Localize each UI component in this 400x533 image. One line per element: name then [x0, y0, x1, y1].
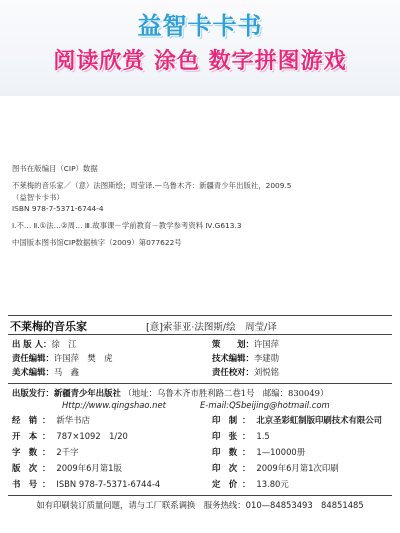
- copies-row: 印 数 ： 1—10000册: [212, 447, 306, 457]
- label: 出版发行：: [12, 388, 54, 398]
- sheets-row: 印 张 ： 1.5: [212, 431, 270, 441]
- label: 美术编辑：: [12, 367, 54, 377]
- cip-line: ISBN 978-7-5371-6744-4: [12, 203, 104, 213]
- value: 李建勋: [253, 353, 279, 363]
- book-credit: [意]索菲亚·法图斯/绘 周莹/译: [146, 322, 277, 333]
- divider: [8, 315, 392, 316]
- label: 经 销: [12, 415, 38, 425]
- publisher-name: 新疆青少年出版社: [53, 388, 121, 398]
- cip-block: [12, 163, 392, 249]
- value: 北京圣彩虹制版印刷技术有限公司: [256, 415, 382, 425]
- series-title: 益智卡卡书: [137, 12, 263, 40]
- website-link[interactable]: Http://www.qingshao.net: [62, 400, 166, 410]
- value: 许国萍 樊 虎: [53, 353, 113, 363]
- planner-row: [212, 338, 279, 350]
- printer-row: 印 制 ： 北京圣彩虹制版印刷技术有限公司: [212, 415, 382, 425]
- edition-row: 版 次 ： 2009年6月第1版: [12, 463, 122, 473]
- printing-row: 印 次 ： 2009年6月第1次印刷: [212, 463, 339, 473]
- value: 1—10000册: [256, 447, 306, 457]
- label: 开 本: [12, 431, 38, 441]
- label: 策 划：: [212, 339, 254, 349]
- value: 徐 江: [51, 339, 77, 349]
- value: 787×1092 1/20: [56, 431, 128, 441]
- divider: [8, 495, 392, 496]
- label: 出 版 人：: [12, 339, 52, 349]
- label: 版 次: [12, 463, 38, 473]
- email-link[interactable]: E-mail:QSbeijing@hotmail.com: [200, 400, 330, 410]
- value: 2009年6月第1版: [56, 463, 122, 473]
- value: 马 鑫: [53, 367, 79, 377]
- words-row: 字 数 ： 2千字: [12, 447, 79, 457]
- value: 刘悦铭: [253, 367, 279, 377]
- cip-line: 中国版本图书馆CIP数据核字（2009）第077622号: [12, 238, 182, 248]
- value: ISBN 978-7-5371-6744-4: [56, 479, 161, 489]
- value: 许国萍: [253, 339, 279, 349]
- value: 13.80元: [256, 479, 289, 489]
- label: 定 价: [212, 479, 238, 489]
- divider: [8, 383, 392, 384]
- footer-note: 如有印刷装订质量问题，请与工厂联系调换 服务热线：010—84853493 84851485: [36, 500, 364, 510]
- label: 印 张: [212, 431, 238, 441]
- proofreader-row: [212, 366, 279, 378]
- label: 印 次: [212, 463, 238, 473]
- publisher-info-row: [12, 387, 328, 399]
- label: 责任校对：: [212, 367, 254, 377]
- value: 新华书店: [56, 415, 90, 425]
- tech-editor-row: [212, 352, 279, 364]
- cip-heading: 图书在版编目（CIP）数据: [12, 164, 98, 173]
- value: 2009年6月第1次印刷: [256, 463, 339, 473]
- publisher-address: （地址：乌鲁木齐市胜利路二巷1号 邮编：830049）: [123, 388, 329, 398]
- divider: [8, 334, 392, 335]
- format-row: 开 本 ： 787×1092 1/20: [12, 431, 128, 441]
- label: 责任编辑：: [12, 353, 54, 363]
- series-subtitle: 阅读欣赏 涂色 数字拼图游戏: [53, 49, 347, 74]
- distributor-row: 经 销 ： 新华书店: [12, 415, 90, 425]
- label: 字 数: [12, 447, 38, 457]
- isbn-row: 书 号 ： ISBN 978-7-5371-6744-4: [12, 479, 161, 489]
- label: 印 制: [212, 415, 238, 425]
- value: 2千字: [56, 447, 79, 457]
- label: 印 数: [212, 447, 238, 457]
- price-row: 定 价 ： 13.80元: [212, 479, 289, 489]
- cip-line: Ⅰ.不… Ⅱ.①法…②周… Ⅲ.故事课－学前教育－教学参考资料 Ⅳ.G613.3: [12, 221, 242, 231]
- book-title: 不莱梅的音乐家: [10, 320, 87, 333]
- value: 1.5: [256, 431, 270, 441]
- publisher-person-row: [12, 338, 76, 350]
- label: 书 号: [12, 479, 38, 489]
- label: 技术编辑：: [212, 353, 254, 363]
- cip-line: 不莱梅的音乐家／（意）法图斯绘；周莹译.—乌鲁木齐：新疆青少年出版社，2009.5: [12, 181, 292, 191]
- cip-line: （益智卡卡书）: [12, 192, 64, 202]
- editor-row: [12, 352, 113, 364]
- art-editor-row: [12, 366, 79, 378]
